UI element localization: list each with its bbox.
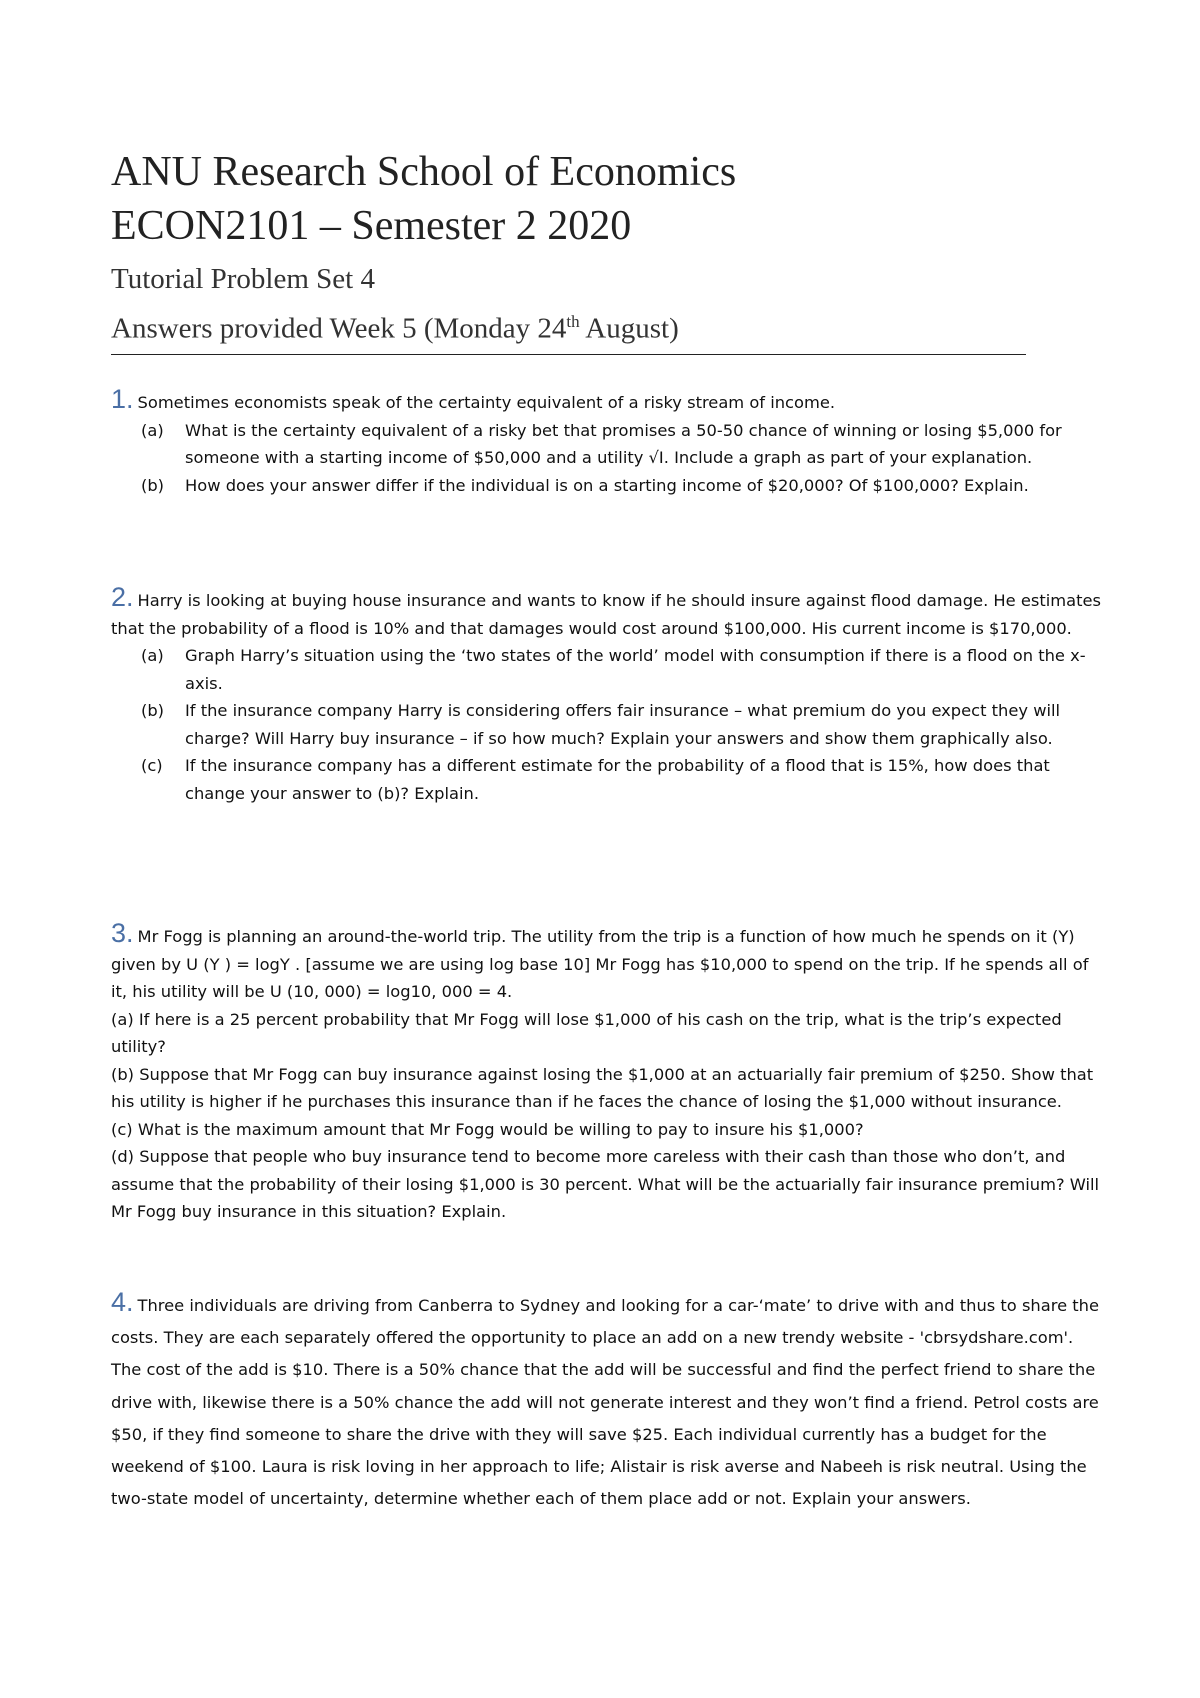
- question-4-text: [111, 1286, 1101, 1515]
- question-3-part-c: (c) What is the maximum amount that Mr Fogg would be willing to pay to insure his $1,000?: [111, 1119, 864, 1139]
- part-text: If the insurance company has a different estimate for the probability of a flood that is 15%, how does that change your answer to (b)? Explain.: [185, 756, 1050, 803]
- part-text: Graph Harry’s situation using the ‘two states of the world’ model with consumption if there is a flood on the x-axis.: [185, 646, 1086, 693]
- part-text: If the insurance company Harry is considering offers fair insurance – what premium do you expect they will charge? Will Harry buy insurance – if so how much? Explain your answers and show them graphically also.: [185, 701, 1061, 748]
- part-label: (c): [141, 756, 163, 775]
- question-2: [111, 584, 1101, 807]
- question-2-part-a: [111, 642, 1101, 697]
- question-2-intro: [111, 584, 1101, 642]
- document-header: [111, 146, 1031, 347]
- question-number: 2.: [111, 582, 134, 612]
- question-text: Harry is looking at buying house insurance and wants to know if he should insure against flood damage. He estimates that the probability of a flood is 10% and that damages would cost around $100,000. His current income is $170,000.: [111, 591, 1101, 638]
- question-1-part-a: [111, 417, 1101, 472]
- question-3-intro: [111, 920, 1101, 1006]
- part-label: (a): [141, 420, 164, 440]
- part-label: (b): [141, 475, 165, 495]
- title-line-2: ECON2101 – Semester 2 2020: [111, 203, 632, 249]
- question-text: Sometimes economists speak of the certainty equivalent of a risky stream of income.: [137, 393, 836, 412]
- question-3-part-d: (d) Suppose that people who buy insurance tend to become more careless with their cash than those who don’t, and assume that the probability of their losing $1,000 is 30 percent. What will be the actuarially fair insurance premium? Will Mr Fogg buy insurance in this situation? Explain.: [111, 1147, 1100, 1221]
- answers-date-line: [111, 304, 1031, 347]
- question-4: [111, 1286, 1101, 1515]
- question-1-part-b: [111, 472, 1101, 500]
- header-divider: [111, 354, 1026, 355]
- title-line-1: ANU Research School of Economics: [111, 149, 737, 195]
- part-label: (a): [141, 646, 164, 665]
- answers-sup: th: [566, 312, 580, 331]
- question-text: Three individuals are driving from Canberra to Sydney and looking for a car-‘mate’ to drive with and thus to share the costs. They are each separately offered the opportunity to place an add on a new trendy website - 'cbrsydshare.com'. The cost of the add is $10. There is a 50% chance that the add will be successful and find the perfect friend to share the drive with, likewise there is a 50% chance the add will not generate interest and they won’t find a friend. Petrol costs are $50, if they find someone to share the drive with they will save $25. Each individual currently has a budget for the weekend of $100. Laura is risk loving in her approach to life; Alistair is risk averse and Nabeeh is risk neutral. Using the two-state model of uncertainty, determine whether each of them place add or not. Explain your answers.: [111, 1296, 1099, 1509]
- question-number: 1.: [111, 384, 134, 414]
- question-1-intro: [111, 386, 1101, 417]
- question-3-part-b: (b) Suppose that Mr Fogg can buy insurance against losing the $1,000 at an actuarially fair premium of $250. Show that his utility is higher if he purchases this insurance than if he faces the chance of losing the $1,000 without insurance.: [111, 1064, 1094, 1111]
- question-number: 4.: [111, 1287, 134, 1317]
- part-text: How does your answer differ if the individual is on a starting income of $20,000? Of $100,000? Explain.: [185, 475, 1029, 495]
- question-2-part-c: [111, 752, 1101, 807]
- question-3: [111, 920, 1101, 1226]
- question-text: Mr Fogg is planning an around-the-world trip. The utility from the trip is a function of how much he spends on it (Y) given by U (Y ) = logY . [assume we are using log base 10] Mr Fogg has $10,000 to spend on the trip. If he spends all of it, his utility will be U (10, 000) = log10, 000 = 4.: [111, 927, 1089, 1001]
- part-label: (b): [141, 701, 165, 720]
- problem-set-title: Tutorial Problem Set 4: [111, 263, 375, 295]
- answers-prefix: Answers provided Week 5 (Monday 24: [111, 312, 567, 345]
- question-3-part-a: (a) If here is a 25 percent probability that Mr Fogg will lose $1,000 of his cash on the trip, what is the trip’s expected utility?: [111, 1009, 1062, 1056]
- question-2-part-b: [111, 697, 1101, 752]
- question-number: 3.: [111, 918, 134, 948]
- question-1: [111, 386, 1101, 499]
- answers-suffix: August): [579, 312, 679, 345]
- part-text: What is the certainty equivalent of a risky bet that promises a 50-50 chance of winning or losing $5,000 for someone with a starting income of $50,000 and a utility √I. Include a graph as part of your explanation.: [185, 420, 1062, 467]
